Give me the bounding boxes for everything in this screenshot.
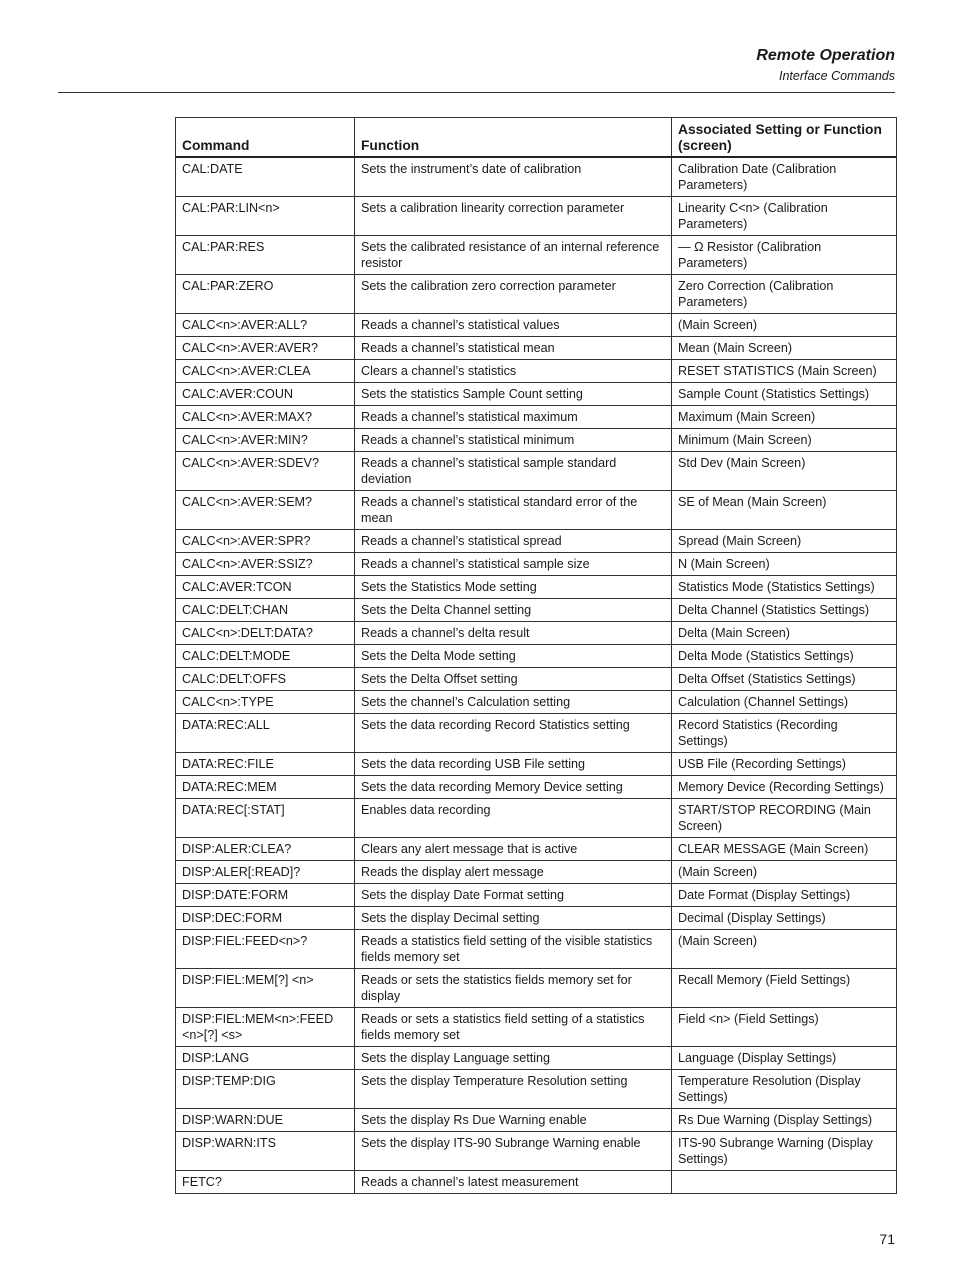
table-row [176,1131,897,1170]
command-cell: CAL:PAR:ZERO [176,274,355,313]
command-cell: DISP:WARN:DUE [176,1108,355,1131]
function-cell: Reads a channel’s statistical maximum [355,405,672,428]
setting-cell: (Main Screen) [672,860,897,883]
table-row [176,860,897,883]
function-cell: Sets the Statistics Mode setting [355,575,672,598]
setting-cell: Date Format (Display Settings) [672,883,897,906]
function-cell: Reads a channel’s statistical sample standard deviation [355,451,672,490]
command-cell: CALC<n>:AVER:SSIZ? [176,552,355,575]
function-cell: Sets the data recording USB File setting [355,752,672,775]
function-cell: Enables data recording [355,798,672,837]
table-row [176,883,897,906]
setting-cell: SE of Mean (Main Screen) [672,490,897,529]
command-cell: DISP:ALER:CLEA? [176,837,355,860]
setting-cell: Delta Mode (Statistics Settings) [672,644,897,667]
table-row [176,196,897,235]
table-row [176,775,897,798]
setting-cell: Sample Count (Statistics Settings) [672,382,897,405]
table-row [176,235,897,274]
command-cell: CALC<n>:AVER:AVER? [176,336,355,359]
table-row [176,1069,897,1108]
command-cell: FETC? [176,1170,355,1193]
command-cell: CALC:DELT:OFFS [176,667,355,690]
function-cell: Reads the display alert message [355,860,672,883]
table-row [176,837,897,860]
function-cell: Sets the Delta Offset setting [355,667,672,690]
command-cell: CALC<n>:TYPE [176,690,355,713]
command-cell: CALC<n>:AVER:MAX? [176,405,355,428]
setting-cell: Delta Channel (Statistics Settings) [672,598,897,621]
function-cell: Sets the display Temperature Resolution setting [355,1069,672,1108]
function-cell: Reads or sets the statistics fields memory set for display [355,968,672,1007]
setting-cell: Spread (Main Screen) [672,529,897,552]
setting-cell: Temperature Resolution (Display Settings) [672,1069,897,1108]
page-number: 71 [879,1231,895,1247]
setting-cell: USB File (Recording Settings) [672,752,897,775]
setting-cell: Memory Device (Recording Settings) [672,775,897,798]
table-row [176,274,897,313]
setting-cell: Calibration Date (Calibration Parameters) [672,157,897,197]
table-row [176,157,897,197]
command-cell: DATA:REC[:STAT] [176,798,355,837]
table-row [176,359,897,382]
function-cell: Reads a channel’s statistical mean [355,336,672,359]
setting-cell: ITS-90 Subrange Warning (Display Settings) [672,1131,897,1170]
setting-cell: Recall Memory (Field Settings) [672,968,897,1007]
command-cell: DISP:TEMP:DIG [176,1069,355,1108]
setting-cell: Delta Offset (Statistics Settings) [672,667,897,690]
table-row [176,598,897,621]
command-cell: CALC<n>:AVER:ALL? [176,313,355,336]
table-body [176,157,897,1194]
table-row [176,1046,897,1069]
command-cell: CALC:AVER:TCON [176,575,355,598]
table-row [176,713,897,752]
function-cell: Reads a channel’s delta result [355,621,672,644]
table-row [176,667,897,690]
setting-cell: Std Dev (Main Screen) [672,451,897,490]
table-row [176,690,897,713]
setting-cell: (Main Screen) [672,313,897,336]
function-cell: Sets the data recording Memory Device setting [355,775,672,798]
function-cell: Reads a channel’s statistical minimum [355,428,672,451]
function-cell: Sets the data recording Record Statistics setting [355,713,672,752]
section-title: Remote Operation [756,47,895,64]
table-row [176,929,897,968]
table-row [176,1170,897,1193]
command-cell: DISP:ALER[:READ]? [176,860,355,883]
command-cell: DISP:FIEL:FEED<n>? [176,929,355,968]
command-cell: CALC:AVER:COUN [176,382,355,405]
function-cell: Sets the statistics Sample Count setting [355,382,672,405]
column-header-associated-setting: Associated Setting or Function (screen) [672,118,897,157]
command-cell: CALC<n>:AVER:SPR? [176,529,355,552]
setting-cell: Linearity C<n> (Calibration Parameters) [672,196,897,235]
function-cell: Sets the calibration zero correction parameter [355,274,672,313]
setting-cell: Mean (Main Screen) [672,336,897,359]
function-cell: Reads a channel’s statistical sample size [355,552,672,575]
function-cell: Sets the display ITS-90 Subrange Warning enable [355,1131,672,1170]
table-row [176,490,897,529]
setting-cell: N (Main Screen) [672,552,897,575]
function-cell: Sets the display Rs Due Warning enable [355,1108,672,1131]
table-row [176,906,897,929]
setting-cell: Zero Correction (Calibration Parameters) [672,274,897,313]
setting-cell: Decimal (Display Settings) [672,906,897,929]
command-cell: CALC<n>:AVER:CLEA [176,359,355,382]
command-cell: CALC<n>:AVER:SDEV? [176,451,355,490]
setting-cell: Field <n> (Field Settings) [672,1007,897,1046]
function-cell: Reads a channel’s statistical values [355,313,672,336]
table-row [176,752,897,775]
table-row [176,552,897,575]
setting-cell: START/STOP RECORDING (Main Screen) [672,798,897,837]
table-row [176,405,897,428]
command-cell: DISP:WARN:ITS [176,1131,355,1170]
setting-cell: Minimum (Main Screen) [672,428,897,451]
function-cell: Reads a channel’s statistical standard error of the mean [355,490,672,529]
function-cell: Reads a channel’s statistical spread [355,529,672,552]
command-cell: CAL:PAR:LIN<n> [176,196,355,235]
section-subtitle: Interface Commands [778,69,895,83]
table-row [176,336,897,359]
table-row [176,382,897,405]
command-cell: CALC:DELT:CHAN [176,598,355,621]
table-header-row [176,118,897,157]
command-cell: DATA:REC:FILE [176,752,355,775]
command-cell: DISP:LANG [176,1046,355,1069]
command-cell: CALC<n>:DELT:DATA? [176,621,355,644]
function-cell: Sets the calibrated resistance of an internal reference resistor [355,235,672,274]
function-cell: Reads or sets a statistics field setting of a statistics fields memory set [355,1007,672,1046]
function-cell: Sets the instrument’s date of calibration [355,157,672,197]
setting-cell: Rs Due Warning (Display Settings) [672,1108,897,1131]
table-row [176,621,897,644]
command-cell: DISP:DATE:FORM [176,883,355,906]
function-cell: Sets the channel’s Calculation setting [355,690,672,713]
table-row [176,428,897,451]
function-cell: Sets the Delta Channel setting [355,598,672,621]
table-row [176,968,897,1007]
setting-cell: Maximum (Main Screen) [672,405,897,428]
table-row [176,1108,897,1131]
command-cell: CAL:PAR:RES [176,235,355,274]
setting-cell: (Main Screen) [672,929,897,968]
function-cell: Clears a channel’s statistics [355,359,672,382]
setting-cell: Statistics Mode (Statistics Settings) [672,575,897,598]
setting-cell: Language (Display Settings) [672,1046,897,1069]
table-row [176,1007,897,1046]
command-cell: DATA:REC:ALL [176,713,355,752]
setting-cell: RESET STATISTICS (Main Screen) [672,359,897,382]
table-row [176,451,897,490]
commands-table [175,117,897,1194]
setting-cell: CLEAR MESSAGE (Main Screen) [672,837,897,860]
function-cell: Sets a calibration linearity correction parameter [355,196,672,235]
function-cell: Sets the Delta Mode setting [355,644,672,667]
command-cell: DATA:REC:MEM [176,775,355,798]
command-cell: DISP:FIEL:MEM<n>:FEED <n>[?] <s> [176,1007,355,1046]
function-cell: Sets the display Decimal setting [355,906,672,929]
table-row [176,798,897,837]
setting-cell: — Ω Resistor (Calibration Parameters) [672,235,897,274]
setting-cell: Delta (Main Screen) [672,621,897,644]
column-header-function: Function [355,118,672,157]
function-cell: Sets the display Language setting [355,1046,672,1069]
command-cell: CALC:DELT:MODE [176,644,355,667]
table-row [176,575,897,598]
function-cell: Sets the display Date Format setting [355,883,672,906]
function-cell: Reads a channel’s latest measurement [355,1170,672,1193]
command-cell: CAL:DATE [176,157,355,197]
header-divider [58,92,895,93]
table-row [176,313,897,336]
table-row [176,529,897,552]
command-cell: DISP:FIEL:MEM[?] <n> [176,968,355,1007]
command-cell: DISP:DEC:FORM [176,906,355,929]
command-cell: CALC<n>:AVER:SEM? [176,490,355,529]
setting-cell: Calculation (Channel Settings) [672,690,897,713]
setting-cell: Record Statistics (Recording Settings) [672,713,897,752]
command-cell: CALC<n>:AVER:MIN? [176,428,355,451]
function-cell: Reads a statistics field setting of the visible statistics fields memory set [355,929,672,968]
function-cell: Clears any alert message that is active [355,837,672,860]
table-row [176,644,897,667]
column-header-command: Command [176,118,355,157]
setting-cell [672,1170,897,1193]
